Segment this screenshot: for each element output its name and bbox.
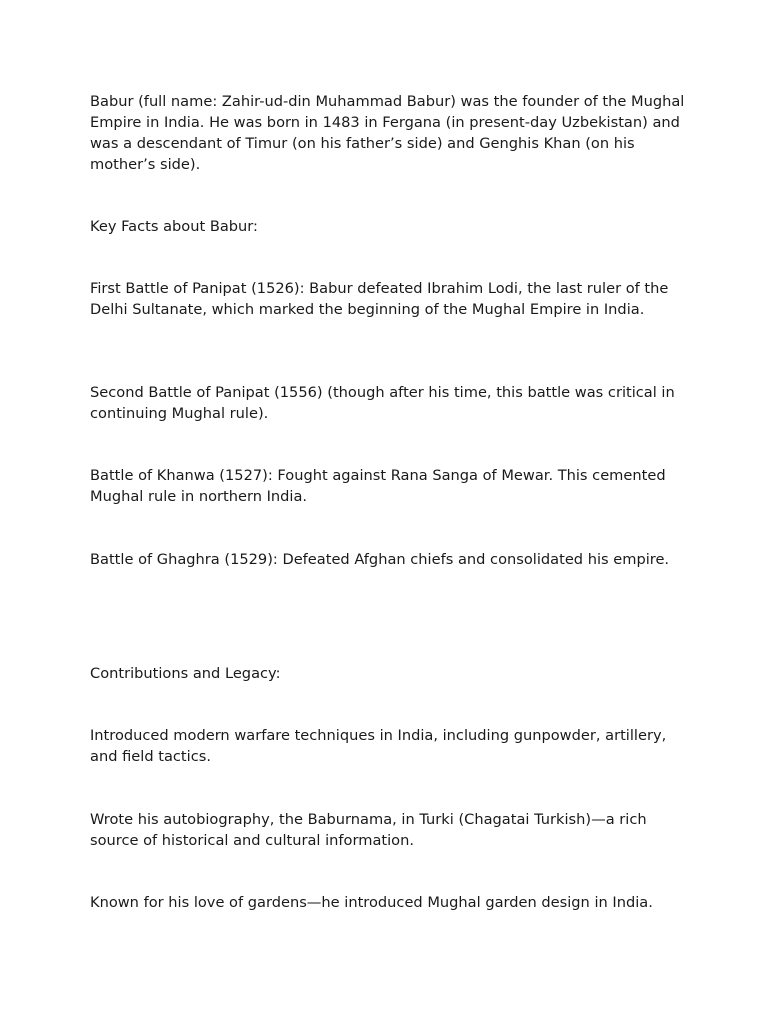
legacy-baburnama: Wrote his autobiography, the Baburnama, in Turki (Chagatai Turkish)—a rich source of historical and cultural information. (90, 811, 647, 849)
intro-paragraph: Babur (full name: Zahir-ud-din Muhammad Babur) was the founder of the Mughal Empire in India. He was born in 1483 in Fergana (in present-day Uzbekistan) and was a descendant of Timur (on his father’s side) and Genghis Khan (on his mother’s side). (90, 93, 685, 173)
contributions-heading: Contributions and Legacy: (90, 665, 281, 682)
key-facts-heading: Key Facts about Babur: (90, 218, 258, 235)
fact-first-panipat: First Battle of Panipat (1526): Babur defeated Ibrahim Lodi, the last ruler of the Delhi Sultanate, which marked the beginning of the Mughal Empire in India. (90, 280, 669, 318)
legacy-warfare: Introduced modern warfare techniques in India, including gunpowder, artillery, and field tactics. (90, 727, 667, 765)
fact-second-panipat: Second Battle of Panipat (1556) (though after his time, this battle was critical in continuing Mughal rule). (90, 384, 675, 422)
fact-khanwa: Battle of Khanwa (1527): Fought against Rana Sanga of Mewar. This cemented Mughal rule in northern India. (90, 467, 666, 505)
legacy-gardens: Known for his love of gardens—he introduced Mughal garden design in India. (90, 894, 653, 911)
fact-ghaghra: Battle of Ghaghra (1529): Defeated Afghan chiefs and consolidated his empire. (90, 551, 670, 568)
